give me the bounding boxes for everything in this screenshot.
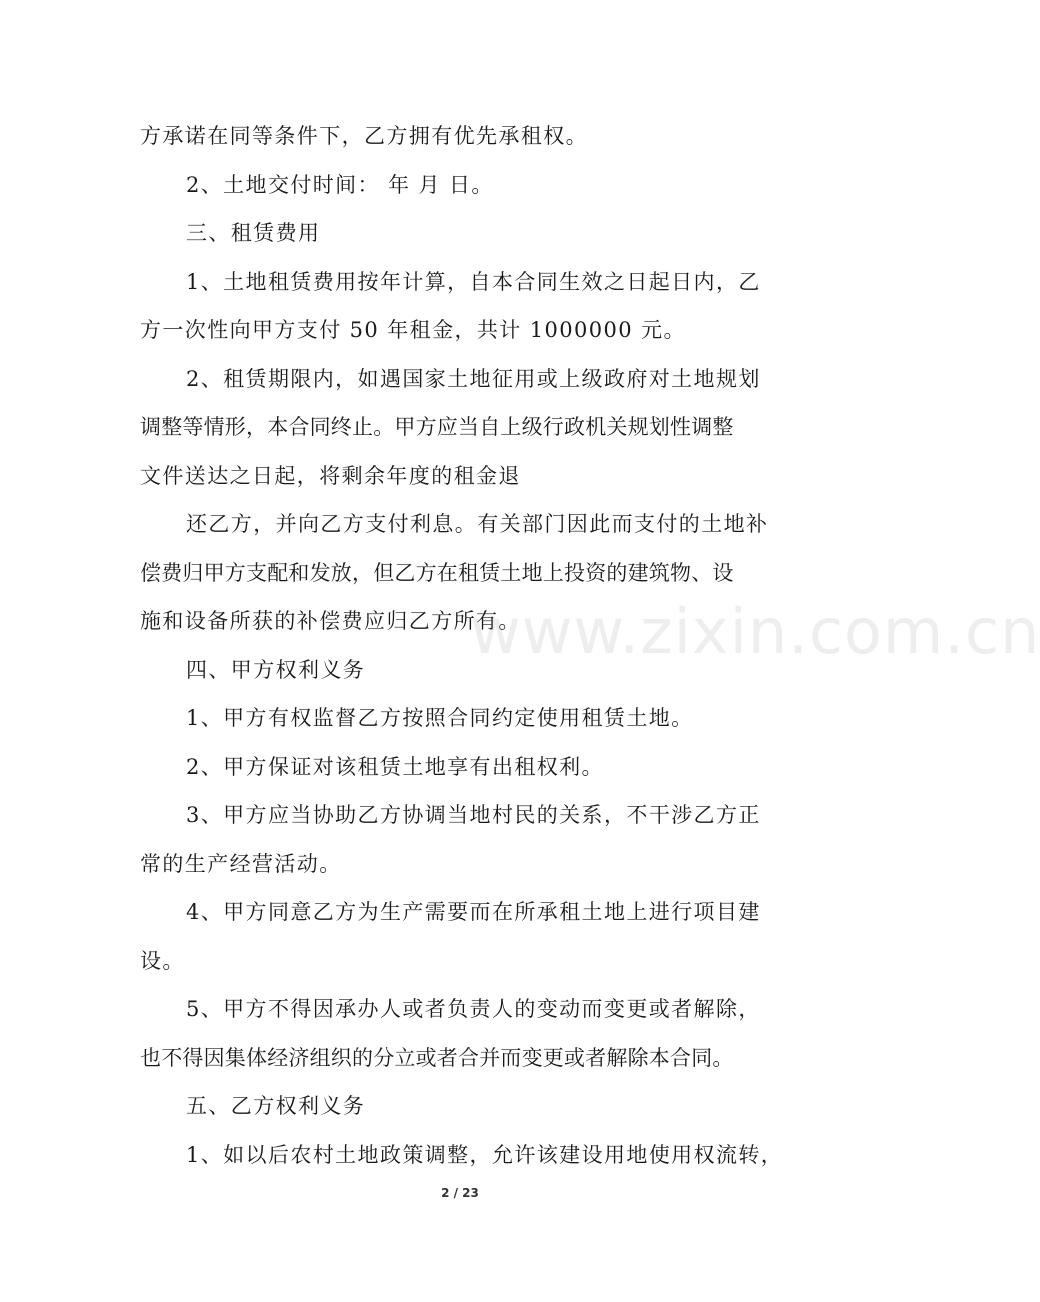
- text-line: 1、甲方有权监督乙方按照合同约定使用租赁土地。: [186, 706, 694, 730]
- text-line: 3、甲方应当协助乙方协调当地村民的关系，不干涉乙方正: [186, 803, 761, 827]
- section-heading: 三、租赁费用: [186, 221, 321, 245]
- text-line: 1、土地租赁费用按年计算，自本合同生效之日起日内，乙: [186, 269, 761, 294]
- text-line: 5、甲方不得因承办人或者负责人的变动而变更或者解除，: [186, 997, 761, 1021]
- page-number: 2 / 23: [441, 1186, 479, 1200]
- section-heading: 五、乙方权利义务: [186, 1094, 366, 1118]
- text-line: 还乙方，并向乙方支付利息。有关部门因此而支付的土地补: [186, 512, 769, 536]
- text-line: 方一次性向甲方支付 50 年租金，共计 1000000 元。: [140, 318, 686, 342]
- text-line: 文件送达之日起，将剩余年度的租金退: [140, 463, 521, 488]
- watermark: www.zixin.com.cn: [470, 595, 1040, 668]
- document-body: [140, 112, 790, 1179]
- text-line: 1、如以后农村土地政策调整，允许该建设用地使用权流转，: [186, 1142, 784, 1167]
- text-line: 2、租赁期限内，如遇国家土地征用或上级政府对土地规划: [186, 366, 761, 391]
- text-line: 2、土地交付时间： 年 月 日。: [186, 172, 494, 197]
- text-line: 2、甲方保证对该租赁土地享有出租权利。: [186, 754, 604, 779]
- section-heading: 四、甲方权利义务: [186, 657, 366, 682]
- text-line: 方承诺在同等条件下，乙方拥有优先承租权。: [140, 124, 588, 148]
- text-line: 施和设备所获的补偿费应归乙方所有。: [140, 609, 521, 633]
- text-line: 常的生产经营活动。: [140, 851, 342, 876]
- text-line: 4、甲方同意乙方为生产需要而在所承租土地上进行项目建: [186, 900, 761, 924]
- text-line: 偿费归甲方支配和发放，但乙方在租赁土地上投资的建筑物、设: [140, 560, 734, 585]
- text-line: 设。: [140, 948, 185, 973]
- text-line: 调整等情形，本合同终止。甲方应当自上级行政机关规划性调整: [140, 415, 734, 439]
- text-line: 也不得因集体经济组织的分立或者合并而变更或者解除本合同。: [140, 1045, 734, 1070]
